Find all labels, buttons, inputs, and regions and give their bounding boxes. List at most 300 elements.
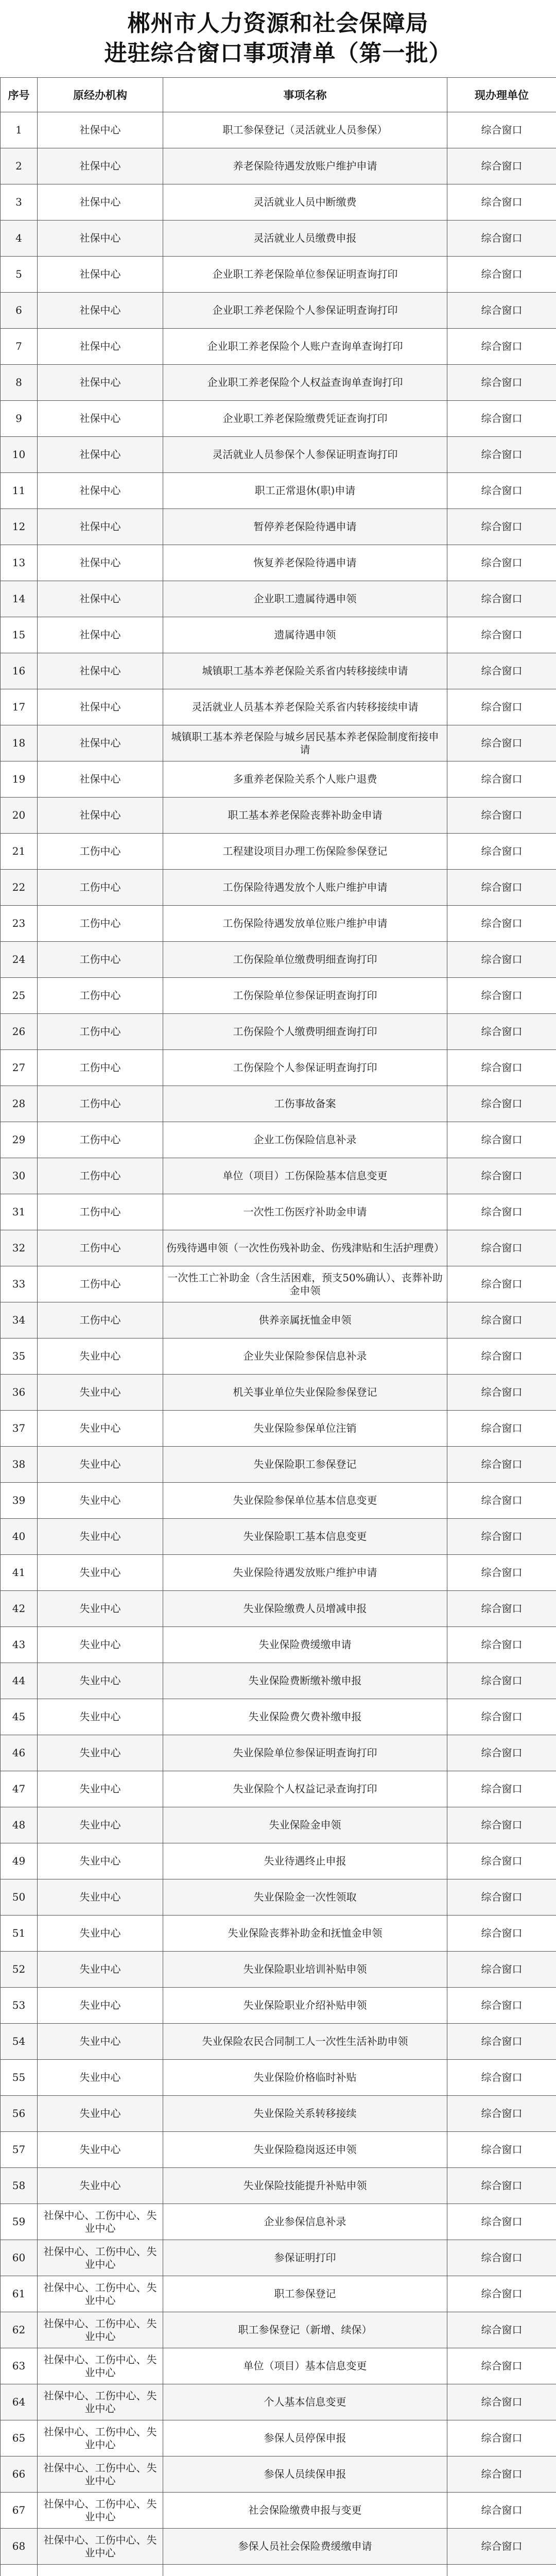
table-row [1, 2024, 556, 2060]
cell-no: 65 [1, 2420, 38, 2456]
cell-unit: 综合窗口 [447, 2168, 556, 2204]
cell-no: 45 [1, 1699, 38, 1735]
cell-unit: 综合窗口 [447, 1843, 556, 1879]
cell-unit: 综合窗口 [447, 1699, 556, 1735]
cell-agency: 社保中心 [38, 437, 163, 473]
cell-no: 12 [1, 509, 38, 545]
cell-unit: 综合窗口 [447, 581, 556, 617]
table-row [1, 2456, 556, 2493]
cell-unit [447, 2565, 556, 2576]
cell-agency: 社保中心 [38, 545, 163, 581]
cell-name: 失业保险单位参保证明查询打印 [163, 1735, 447, 1771]
cell-name: 职工参保登记（灵活就业人员参保） [163, 112, 447, 148]
cell-no: 60 [1, 2240, 38, 2276]
cell-unit: 综合窗口 [447, 2348, 556, 2384]
cell-name: 一次性工亡补助金（含生活困难，预支50%确认）、丧葬补助金申领 [163, 1266, 447, 1302]
cell-agency: 失业中心 [38, 2060, 163, 2096]
cell-name: 参保证明打印 [163, 2240, 447, 2276]
cell-no: 3 [1, 184, 38, 221]
cell-unit: 综合窗口 [447, 870, 556, 906]
cell-no: 9 [1, 401, 38, 437]
cell-unit: 综合窗口 [447, 2276, 556, 2312]
cell-unit: 综合窗口 [447, 1375, 556, 1411]
header-name: 事项名称 [163, 78, 447, 112]
cell-no: 29 [1, 1122, 38, 1158]
cell-agency: 失业中心 [38, 1988, 163, 2024]
table-row [1, 1988, 556, 2024]
cell-no: 7 [1, 329, 38, 365]
table-row [1, 1194, 556, 1230]
cell-unit: 综合窗口 [447, 1879, 556, 1916]
cell-agency: 社保中心 [38, 184, 163, 221]
cell-agency: 社保中心 [38, 473, 163, 509]
cell-agency: 社保中心、工伤中心、失业中心 [38, 2312, 163, 2348]
cell-no: 55 [1, 2060, 38, 2096]
table-row [1, 1519, 556, 1555]
table-row [1, 1843, 556, 1879]
cell-name: 企业职工养老保险个人账户查询单查询打印 [163, 329, 447, 365]
table-row [1, 148, 556, 184]
cell-name: 参保人员社会保险费缓缴申请 [163, 2529, 447, 2565]
cell-agency: 社保中心 [38, 617, 163, 653]
cell-agency: 社保中心 [38, 581, 163, 617]
table-row [1, 2060, 556, 2096]
cell-agency: 失业中心 [38, 1843, 163, 1879]
cell-name: 失业保险职工参保登记 [163, 1447, 447, 1483]
cell-unit: 综合窗口 [447, 1735, 556, 1771]
cell-unit: 综合窗口 [447, 257, 556, 293]
cell-unit: 综合窗口 [447, 2240, 556, 2276]
cell-agency: 社保中心 [38, 689, 163, 725]
table-row [1, 1807, 556, 1843]
table-row [1, 617, 556, 653]
cell-unit: 综合窗口 [447, 1771, 556, 1807]
cell-unit: 综合窗口 [447, 473, 556, 509]
title-line-2: 进驻综合窗口事项清单（第一批） [104, 40, 452, 66]
cell-no: 49 [1, 1843, 38, 1879]
cell-no: 2 [1, 148, 38, 184]
cell-name: 企业职工养老保险个人参保证明查询打印 [163, 293, 447, 329]
cell-no: 41 [1, 1555, 38, 1591]
table-row [1, 1230, 556, 1266]
cell-agency: 失业中心 [38, 1375, 163, 1411]
cell-agency: 失业中心 [38, 2168, 163, 2204]
cell-agency: 社保中心、工伤中心、失业中心 [38, 2420, 163, 2456]
cell-name: 失业保险费缓缴申请 [163, 1627, 447, 1663]
cell-name: 工伤保险个人缴费明细查询打印 [163, 1014, 447, 1050]
cell-no: 67 [1, 2493, 38, 2529]
cell-no: 34 [1, 1302, 38, 1338]
cell-no: 61 [1, 2276, 38, 2312]
document-title [0, 0, 556, 77]
cell-unit: 综合窗口 [447, 1483, 556, 1519]
cell-agency: 失业中心 [38, 1483, 163, 1519]
cell-unit: 综合窗口 [447, 1663, 556, 1699]
cell-name: 失业保险职业介绍补贴申领 [163, 1988, 447, 2024]
cell-unit: 综合窗口 [447, 1302, 556, 1338]
cell-no: 20 [1, 798, 38, 834]
cell-no: 24 [1, 942, 38, 978]
cell-no: 66 [1, 2456, 38, 2493]
cell-unit: 综合窗口 [447, 401, 556, 437]
table-header [1, 78, 556, 112]
cell-unit: 综合窗口 [447, 1555, 556, 1591]
cell-agency [38, 2565, 163, 2576]
table-row [1, 1699, 556, 1735]
cell-name: 工伤保险待遇发放单位账户维护申请 [163, 906, 447, 942]
table-row [1, 1086, 556, 1122]
table-row [1, 581, 556, 617]
cell-name: 失业保险金一次性领取 [163, 1879, 447, 1916]
cell-name: 失业保险丧葬补助金和抚恤金申领 [163, 1916, 447, 1952]
cell-name: 暂停养老保险待遇申请 [163, 509, 447, 545]
cell-no: 25 [1, 978, 38, 1014]
table-row [1, 221, 556, 257]
cell-name: 供养亲属抚恤金申领 [163, 1302, 447, 1338]
cell-name: 失业待遇终止申报 [163, 1843, 447, 1879]
cell-no: 17 [1, 689, 38, 725]
cell-unit: 综合窗口 [447, 1447, 556, 1483]
cell-name: 失业保险个人权益记录查询打印 [163, 1771, 447, 1807]
cell-agency: 失业中心 [38, 1699, 163, 1735]
cell-unit: 综合窗口 [447, 1988, 556, 2024]
cell-name: 灵活就业人员缴费申报 [163, 221, 447, 257]
cell-agency: 失业中心 [38, 2096, 163, 2132]
cell-unit: 综合窗口 [447, 725, 556, 761]
cell-no: 44 [1, 1663, 38, 1699]
table-row [1, 1411, 556, 1447]
table-row [1, 1302, 556, 1338]
cell-no: 16 [1, 653, 38, 689]
cell-no: 28 [1, 1086, 38, 1122]
cell-name: 工伤保险个人参保证明查询打印 [163, 1050, 447, 1086]
cell-name: 企业工伤保险信息补录 [163, 1122, 447, 1158]
table-row [1, 257, 556, 293]
cell-unit: 综合窗口 [447, 2096, 556, 2132]
table-row [1, 906, 556, 942]
cell-name: 灵活就业人员中断缴费 [163, 184, 447, 221]
cell-name: 职工参保登记 [163, 2276, 447, 2312]
table-row [1, 2420, 556, 2456]
cell-no: 4 [1, 221, 38, 257]
cell-agency: 社保中心 [38, 221, 163, 257]
cell-no: 42 [1, 1591, 38, 1627]
table-row [1, 1771, 556, 1807]
cell-agency: 社保中心 [38, 365, 163, 401]
cell-name: 城镇职工基本养老保险关系省内转移接续申请 [163, 653, 447, 689]
cell-agency: 失业中心 [38, 1916, 163, 1952]
cell-unit: 综合窗口 [447, 1050, 556, 1086]
cell-agency: 社保中心、工伤中心、失业中心 [38, 2384, 163, 2420]
cell-unit: 综合窗口 [447, 112, 556, 148]
header-unit: 现办理单位 [447, 78, 556, 112]
cell-name: 灵活就业人员参保个人参保证明查询打印 [163, 437, 447, 473]
table-row [1, 2096, 556, 2132]
table-row [1, 184, 556, 221]
cell-name: 失业保险费断缴补缴申报 [163, 1663, 447, 1699]
cell-agency: 社保中心 [38, 761, 163, 798]
cell-unit: 综合窗口 [447, 1807, 556, 1843]
cell-agency: 工伤中心 [38, 1302, 163, 1338]
cell-name: 单位（项目）基本信息变更 [163, 2348, 447, 2384]
table-row [1, 1338, 556, 1375]
table-row [1, 2529, 556, 2565]
cell-name: 企业职工养老保险单位参保证明查询打印 [163, 257, 447, 293]
table-row [1, 2240, 556, 2276]
cell-unit: 综合窗口 [447, 1591, 556, 1627]
cell-no: 5 [1, 257, 38, 293]
cell-name: 遗属待遇申领 [163, 617, 447, 653]
cell-name: 职工基本养老保险丧葬补助金申请 [163, 798, 447, 834]
cell-name: 企业职工养老保险个人权益查询单查询打印 [163, 365, 447, 401]
cell-agency: 社保中心 [38, 329, 163, 365]
cell-agency: 工伤中心 [38, 1086, 163, 1122]
table-row [1, 1879, 556, 1916]
cell-unit: 综合窗口 [447, 1519, 556, 1555]
cell-agency: 社保中心、工伤中心、失业中心 [38, 2204, 163, 2240]
table-row [1, 2384, 556, 2420]
cell-no: 47 [1, 1771, 38, 1807]
cell-unit: 综合窗口 [447, 761, 556, 798]
cell-agency: 失业中心 [38, 1663, 163, 1699]
cell-name: 多重养老保险关系个人账户退费 [163, 761, 447, 798]
cell-unit: 综合窗口 [447, 689, 556, 725]
table-row [1, 1050, 556, 1086]
cell-unit: 综合窗口 [447, 834, 556, 870]
cell-no: 27 [1, 1050, 38, 1086]
cell-no: 46 [1, 1735, 38, 1771]
cell-agency: 失业中心 [38, 1447, 163, 1483]
cell-no: 14 [1, 581, 38, 617]
cell-name: 参保人员续保申报 [163, 2456, 447, 2493]
cell-name: 失业保险职工基本信息变更 [163, 1519, 447, 1555]
table-row [1, 1122, 556, 1158]
cell-agency: 失业中心 [38, 1771, 163, 1807]
cell-unit: 综合窗口 [447, 2420, 556, 2456]
cell-name: 养老保险待遇发放账户维护申请 [163, 148, 447, 184]
cell-no: 23 [1, 906, 38, 942]
table-row [1, 653, 556, 689]
cell-agency: 社保中心 [38, 112, 163, 148]
cell-name: 单位（项目）工伤保险基本信息变更 [163, 1158, 447, 1194]
cell-agency: 工伤中心 [38, 906, 163, 942]
cell-no: 52 [1, 1952, 38, 1988]
cell-name: 个人基本信息变更 [163, 2384, 447, 2420]
cell-no: 62 [1, 2312, 38, 2348]
cell-no: 31 [1, 1194, 38, 1230]
cell-unit: 综合窗口 [447, 329, 556, 365]
cell-no: 11 [1, 473, 38, 509]
cell-no: 51 [1, 1916, 38, 1952]
cell-name: 失业保险金申领 [163, 1807, 447, 1843]
cell-no: 1 [1, 112, 38, 148]
cell-agency: 失业中心 [38, 1519, 163, 1555]
cell-agency: 失业中心 [38, 1952, 163, 1988]
cell-unit: 综合窗口 [447, 2024, 556, 2060]
table-row [1, 1375, 556, 1411]
cell-name: 失业保险价格临时补贴 [163, 2060, 447, 2096]
cell-unit: 综合窗口 [447, 1338, 556, 1375]
cell-name: 社会保险缴费申报与变更 [163, 2493, 447, 2529]
cell-no: 68 [1, 2529, 38, 2565]
cell-name: 城镇职工基本养老保险与城乡居民基本养老保险制度衔接申请 [163, 725, 447, 761]
cell-agency: 失业中心 [38, 1591, 163, 1627]
cell-no: 13 [1, 545, 38, 581]
cell-unit: 综合窗口 [447, 2060, 556, 2096]
cell-name: 工伤保险单位缴费明细查询打印 [163, 942, 447, 978]
table-row [1, 1663, 556, 1699]
table-row [1, 978, 556, 1014]
cell-unit: 综合窗口 [447, 1158, 556, 1194]
table-row [1, 2168, 556, 2204]
cell-agency: 社保中心 [38, 257, 163, 293]
table-row [1, 2132, 556, 2168]
cell-name: 失业保险费欠费补缴申报 [163, 1699, 447, 1735]
cell-no: 37 [1, 1411, 38, 1447]
cell-no: 36 [1, 1375, 38, 1411]
table-row [1, 329, 556, 365]
cell-agency: 工伤中心 [38, 978, 163, 1014]
header-agency: 原经办机构 [38, 78, 163, 112]
cell-no: 38 [1, 1447, 38, 1483]
cell-agency: 工伤中心 [38, 870, 163, 906]
cell-no: 39 [1, 1483, 38, 1519]
cell-no: 35 [1, 1338, 38, 1375]
table-row [1, 942, 556, 978]
table-row [1, 2276, 556, 2312]
cell-name: 企业失业保险参保信息补录 [163, 1338, 447, 1375]
table-row [1, 1266, 556, 1302]
cell-agency: 工伤中心 [38, 1122, 163, 1158]
cell-name: 工伤保险单位参保证明查询打印 [163, 978, 447, 1014]
table-row [1, 1952, 556, 1988]
cell-no: 63 [1, 2348, 38, 2384]
cell-unit: 综合窗口 [447, 221, 556, 257]
cell-no: 22 [1, 870, 38, 906]
cell-name: 失业保险参保单位基本信息变更 [163, 1483, 447, 1519]
cell-name: 伤残待遇申领（一次性伤残补助金、伤残津贴和生活护理费） [163, 1230, 447, 1266]
cell-agency: 失业中心 [38, 1555, 163, 1591]
table-row [1, 1447, 556, 1483]
cell-no: 30 [1, 1158, 38, 1194]
cell-agency: 失业中心 [38, 1807, 163, 1843]
cell-agency: 社保中心 [38, 725, 163, 761]
header-row [1, 78, 556, 112]
cell-unit: 综合窗口 [447, 365, 556, 401]
cell-name: 失业保险待遇发放账户维护申请 [163, 1555, 447, 1591]
cell-name: 一次性工伤医疗补助金申请 [163, 1194, 447, 1230]
cell-agency: 失业中心 [38, 2024, 163, 2060]
cell-agency: 失业中心 [38, 1338, 163, 1375]
table-row [1, 437, 556, 473]
table-row [1, 1483, 556, 1519]
cell-unit: 综合窗口 [447, 798, 556, 834]
cell-agency: 社保中心 [38, 509, 163, 545]
cell-no: 18 [1, 725, 38, 761]
cell-agency: 社保中心 [38, 401, 163, 437]
cell-name: 工程建设项目办理工伤保险参保登记 [163, 834, 447, 870]
cell-name: 失业保险缴费人员增减申报 [163, 1591, 447, 1627]
cell-agency: 工伤中心 [38, 834, 163, 870]
cell-unit: 综合窗口 [447, 942, 556, 978]
cell-unit: 综合窗口 [447, 1086, 556, 1122]
cell-unit: 综合窗口 [447, 906, 556, 942]
cell-no: 50 [1, 1879, 38, 1916]
cell-name: 失业保险职业培训补贴申领 [163, 1952, 447, 1988]
cell-agency: 社保中心、工伤中心、失业中心 [38, 2493, 163, 2529]
table-row [1, 401, 556, 437]
table-row [1, 689, 556, 725]
cell-name: 参保人员停保申报 [163, 2420, 447, 2456]
table-row [1, 293, 556, 329]
cell-no: 33 [1, 1266, 38, 1302]
cell-unit: 综合窗口 [447, 2132, 556, 2168]
cell-no: 10 [1, 437, 38, 473]
cell-unit: 综合窗口 [447, 509, 556, 545]
table-row [1, 2565, 556, 2576]
table-row [1, 1591, 556, 1627]
cell-no: 19 [1, 761, 38, 798]
cell-unit: 综合窗口 [447, 978, 556, 1014]
cell-agency: 工伤中心 [38, 1158, 163, 1194]
cell-no: 21 [1, 834, 38, 870]
cell-agency: 失业中心 [38, 1879, 163, 1916]
cell-name: 失业保险农民合同制工人一次性生活补助申领 [163, 2024, 447, 2060]
cell-unit: 综合窗口 [447, 1627, 556, 1663]
table-row [1, 545, 556, 581]
cell-name: 工伤事故备案 [163, 1086, 447, 1122]
cell-unit: 综合窗口 [447, 1122, 556, 1158]
cell-unit: 综合窗口 [447, 2204, 556, 2240]
cell-agency: 社保中心、工伤中心、失业中心 [38, 2276, 163, 2312]
table-body [1, 112, 556, 2576]
cell-agency: 失业中心 [38, 1627, 163, 1663]
cell-name: 职工正常退休(职)申请 [163, 473, 447, 509]
cell-agency: 工伤中心 [38, 1266, 163, 1302]
cell-agency: 社保中心、工伤中心、失业中心 [38, 2240, 163, 2276]
table-row [1, 2312, 556, 2348]
cell-unit: 综合窗口 [447, 617, 556, 653]
cell-unit: 综合窗口 [447, 2312, 556, 2348]
table-row [1, 798, 556, 834]
cell-unit: 综合窗口 [447, 2493, 556, 2529]
cell-name: 机关事业单位失业保险参保登记 [163, 1375, 447, 1411]
cell-unit: 综合窗口 [447, 653, 556, 689]
cell-no: 6 [1, 293, 38, 329]
table-row [1, 2204, 556, 2240]
cell-no: 43 [1, 1627, 38, 1663]
cell-unit: 综合窗口 [447, 1014, 556, 1050]
cell-no: 26 [1, 1014, 38, 1050]
cell-no: 56 [1, 2096, 38, 2132]
cell-unit: 综合窗口 [447, 1952, 556, 1988]
table-row [1, 1735, 556, 1771]
table-row [1, 761, 556, 798]
table-row [1, 725, 556, 761]
cell-unit: 综合窗口 [447, 1230, 556, 1266]
cell-name: 恢复养老保险待遇申请 [163, 545, 447, 581]
table-row [1, 1158, 556, 1194]
cell-no: 40 [1, 1519, 38, 1555]
cell-no: 15 [1, 617, 38, 653]
cell-name: 失业保险稳岗返还申领 [163, 2132, 447, 2168]
cell-agency: 失业中心 [38, 1735, 163, 1771]
cell-agency: 失业中心 [38, 1411, 163, 1447]
cell-agency: 社保中心 [38, 148, 163, 184]
cell-no: 54 [1, 2024, 38, 2060]
table-row [1, 473, 556, 509]
cell-agency: 工伤中心 [38, 942, 163, 978]
